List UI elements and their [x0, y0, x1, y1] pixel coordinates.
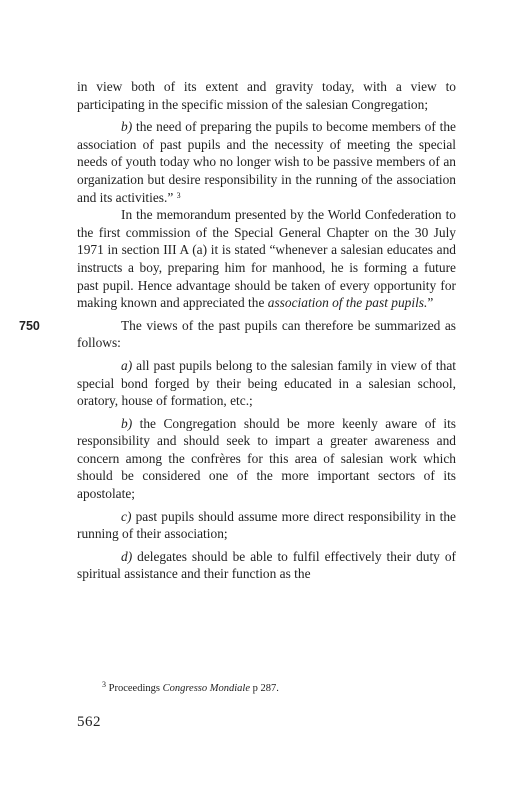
text-run: past pupils should assume more direct responsibility in the running of their association; [77, 508, 456, 542]
italic-text: Congresso Mondiale [162, 683, 250, 694]
text-run: p 287. [249, 683, 279, 694]
text-run: The views of the past pupils can therefore be summarized as follows: [77, 317, 456, 351]
italic-text: b) [121, 415, 133, 431]
body-text [77, 78, 456, 583]
paragraph-item-b2 [77, 415, 456, 503]
paragraph-item-a [77, 357, 456, 410]
italic-text: a) [121, 357, 133, 373]
footnote-marker: 3 [102, 680, 106, 689]
text-run: the Congregation should be more keenly aware of its responsibility and should seek to impart a greater awareness and concern among the confrères for this area of salesian work which should be considered one of the more important sectors of its apostolate; [77, 415, 456, 502]
text-run: the need of preparing the pupils to become members of the association of past pupils and the necessity of meeting the special needs of youth today who no longer wish to be passive members of an organization but desire responsibility in the running of the association and its activities.” [77, 119, 456, 205]
text-run: ” [427, 295, 434, 311]
italic-text: association of the past pupils. [267, 295, 428, 311]
margin-number: 750 [19, 318, 40, 333]
text-run: In the memorandum presented by the World Confederation to the first commission of the Special General Chapter on the 30 July 1971 in section III A (a) it is stated “whenever a salesian educates and instructs a boy, preparing him for manhood, he is forming a future past pupil. Hence advantage should be taken of every opportunity for making known and appreciated the [77, 207, 456, 311]
footnote-marker: 3 [176, 190, 181, 200]
paragraph-continuation [77, 78, 456, 113]
paragraph-item-d [77, 548, 456, 583]
text-run: Proceedings [106, 683, 163, 694]
page-number: 562 [77, 714, 101, 730]
italic-text: b) [121, 119, 133, 135]
paragraph-item-c [77, 508, 456, 543]
footnote [102, 682, 279, 696]
italic-text: c) [121, 508, 132, 524]
text-run: delegates should be able to fulfil effectively their duty of spiritual assistance and their function as the [77, 548, 456, 582]
paragraph-item-b [77, 118, 456, 206]
paragraph-summary-intro [77, 317, 456, 352]
paragraph-memorandum [77, 206, 456, 312]
text-run: all past pupils belong to the salesian family in view of that special bond forged by their being educated in a salesian school, oratory, house of formation, etc.; [77, 357, 456, 409]
text-run: in view both of its extent and gravity today, with a view to participating in the specific mission of the salesian Congregation; [77, 79, 456, 112]
italic-text: d) [121, 548, 133, 564]
